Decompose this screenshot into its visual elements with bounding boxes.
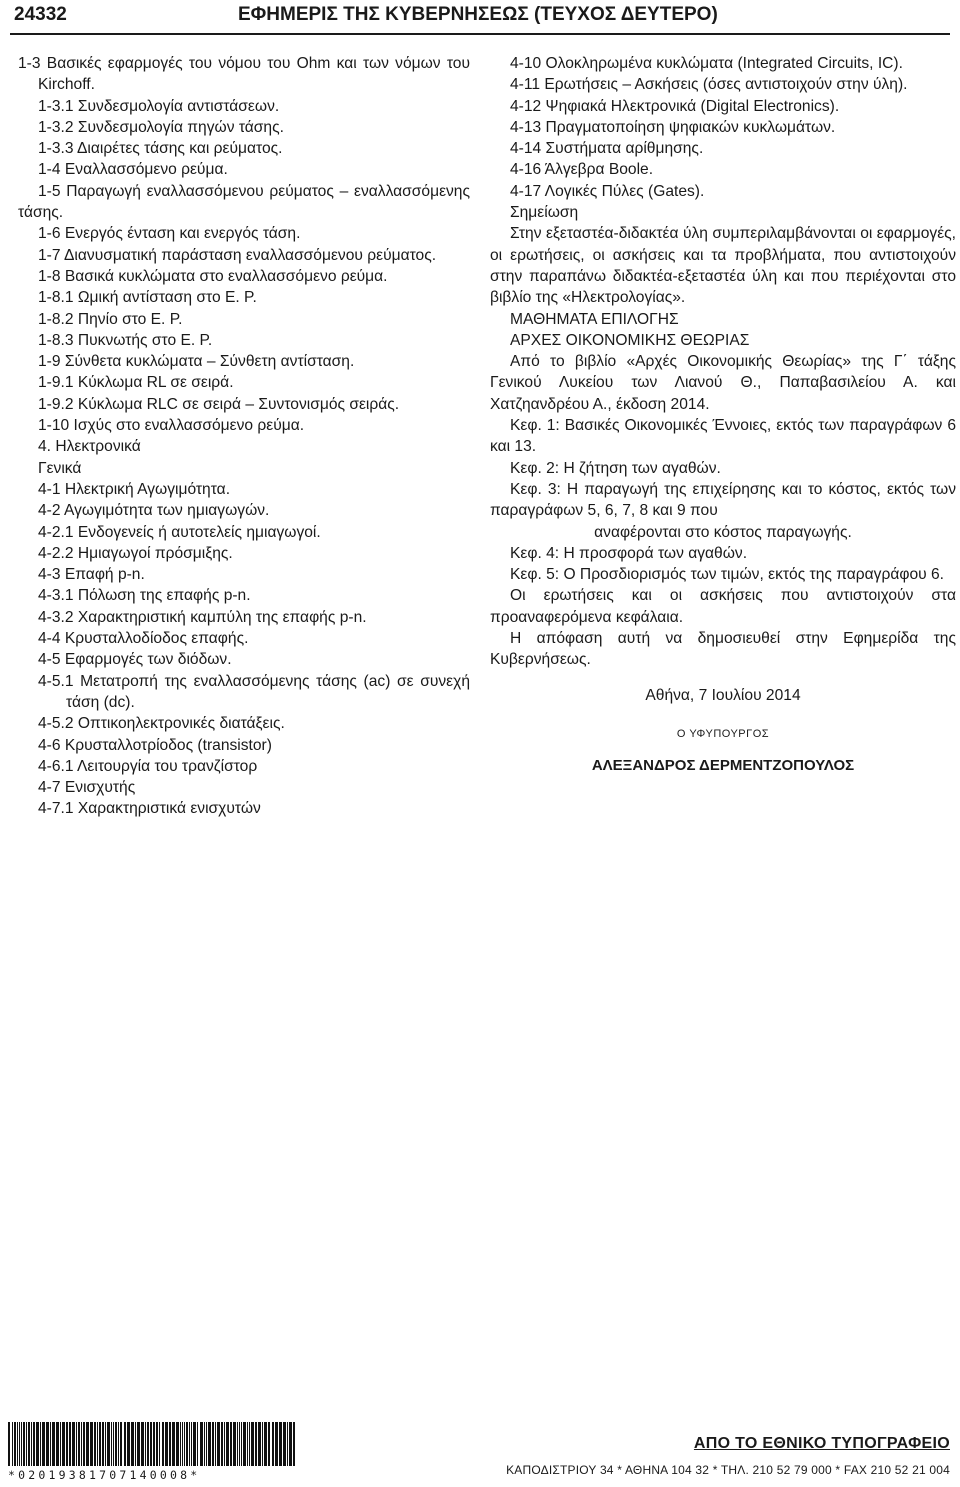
list-item: 4-11 Ερωτήσεις – Ασκήσεις (όσες αντιστοιχούν στην ύλη).: [510, 76, 908, 94]
barcode-bar: [159, 1422, 160, 1466]
barcode-bar: [189, 1422, 190, 1466]
barcode-bar: [52, 1422, 55, 1466]
left-column: [18, 53, 470, 820]
barcode-bar: [90, 1422, 93, 1466]
barcode-icon: [8, 1422, 296, 1466]
barcode-bar: [141, 1422, 144, 1466]
barcode-bar: [145, 1422, 146, 1466]
barcode-bar: [86, 1422, 89, 1466]
book-reference: Από το βιβλίο «Αρχές Οικονομικής Θεωρίας» της Γ΄ τάξης Γενικού Λυκείου των Λιανού Θ., Παπαβασιλείου Α. και Χατζηανδρέου Α., έκδοση 2014.: [490, 353, 956, 413]
spacer: [490, 671, 956, 685]
barcode-bar: [221, 1422, 223, 1466]
list-item: 1-3.2 Συνδεσμολογία πηγών τάσης.: [38, 118, 284, 136]
barcode-bar: [72, 1422, 75, 1466]
barcode-bar: [272, 1422, 274, 1466]
barcode-bar: [172, 1422, 175, 1466]
barcode-bar: [233, 1422, 236, 1466]
chapter-item: Κεφ. 5: Ο Προσδιορισμός των τιμών, εκτός της παραγράφου 6.: [510, 566, 945, 584]
list-item: 4-3 Επαφή p-n.: [38, 566, 145, 584]
barcode-bar: [283, 1422, 286, 1466]
list-item: 4-5.2 Οπτικοηλεκτρονικές διατάξεις.: [38, 715, 285, 733]
chapter-item: Κεφ. 2: Η ζήτηση των αγαθών.: [510, 459, 721, 477]
barcode-bar: [135, 1422, 136, 1466]
barcode-bar: [169, 1422, 171, 1466]
barcode-bar: [69, 1422, 71, 1466]
barcode-bar: [239, 1422, 240, 1466]
header-divider: [10, 33, 950, 35]
barcode-bar: [258, 1422, 261, 1466]
barcode-bar: [14, 1422, 16, 1466]
barcode-bar: [212, 1422, 214, 1466]
barcode-bar: [60, 1422, 61, 1466]
barcode-bar: [8, 1422, 10, 1466]
barcode-bar: [268, 1422, 270, 1466]
list-item: 4-6 Κρυσταλλοτρίοδος (transistor): [38, 736, 272, 754]
barcode-bar: [50, 1422, 51, 1466]
barcode-bar: [31, 1422, 32, 1466]
list-item: 4-1 Ηλεκτρική Αγωγιμότητα.: [38, 480, 231, 498]
list-item: 1-6 Ενεργός ένταση και ενεργός τάση.: [38, 225, 301, 243]
chapter-item-continuation: αναφέρονται στο κόστος παραγωγής.: [594, 523, 852, 541]
barcode-bar: [165, 1422, 168, 1466]
printer-address: ΚΑΠΟΔΙΣΤΡΙΟΥ 34 * ΑΘΗΝΑ 104 32 * ΤΗΛ. 210 52 79 000 * FAX 210 52 21 004: [506, 1463, 950, 1477]
list-item: 4-4 Κρυσταλλοδίοδος επαφής.: [38, 630, 249, 648]
barcode-bar: [46, 1422, 49, 1466]
section-heading: ΜΑΘΗΜΑΤΑ ΕΠΙΛΟΓΗΣ: [510, 310, 679, 328]
publication-order: Η απόφαση αυτή να δημοσιευθεί στην Εφημερίδα της Κυβερνήσεως.: [490, 630, 956, 669]
barcode-bar: [279, 1422, 282, 1466]
barcode-bar: [255, 1422, 257, 1466]
barcode-bar: [191, 1422, 192, 1466]
barcode-bar: [264, 1422, 267, 1466]
list-item: 4-7 Ενισχυτής: [38, 779, 136, 797]
list-item: 4-5.1 Μετατροπή της εναλλασσόμενης τάσης (ac) σε συνεχή τάση (dc).: [38, 672, 470, 711]
barcode-bar: [153, 1422, 155, 1466]
gazette-title: ΕΦΗΜΕΡΙΣ ΤΗΣ ΚΥΒΕΡΝΗΣΕΩΣ (ΤΕΥΧΟΣ ΔΕΥΤΕΡΟ): [238, 4, 718, 25]
list-item: 4-12 Ψηφιακά Ηλεκτρονικά (Digital Electronics).: [510, 97, 840, 115]
barcode-bar: [182, 1422, 183, 1466]
barcode-bar: [200, 1422, 203, 1466]
barcode-bar: [289, 1422, 292, 1466]
note-heading: Σημείωση: [510, 204, 579, 222]
barcode-bar: [150, 1422, 152, 1466]
list-item: 1-3 Βασικές εφαρμογές του νόμου του Ohm και των νόμων του Kirchoff.: [18, 55, 470, 94]
list-item: 1-9.2 Κύκλωμα RLC σε σειρά – Συντονισμός σειράς.: [38, 395, 400, 413]
barcode-bar: [81, 1422, 82, 1466]
list-item: 1-8.1 Ωμική αντίσταση στο Ε. Ρ.: [38, 289, 257, 307]
barcode-bar: [224, 1422, 225, 1466]
barcode-bar: [247, 1422, 248, 1466]
barcode-bar: [120, 1422, 122, 1466]
list-item: 1-8 Βασικά κυκλώματα στο εναλλασσόμενο ρεύμα.: [38, 267, 388, 285]
barcode: [8, 1422, 298, 1484]
barcode-bar: [204, 1422, 205, 1466]
barcode-bar: [262, 1422, 263, 1466]
minister-name: ΑΛΕΞΑΝΔΡΟΣ ΔΕΡΜΕΝΤΖΟΠΟΥΛΟΣ: [591, 757, 855, 775]
barcode-bar: [28, 1422, 30, 1466]
barcode-bar: [184, 1422, 185, 1466]
list-item: 4-2.2 Ημιαγωγοί πρόσμιξης.: [38, 544, 233, 562]
barcode-bar: [78, 1422, 80, 1466]
barcode-bar: [115, 1422, 117, 1466]
barcode-bar: [137, 1422, 140, 1466]
barcode-bar: [243, 1422, 246, 1466]
barcode-bar: [118, 1422, 119, 1466]
barcode-bar: [241, 1422, 242, 1466]
barcode-bar: [94, 1422, 96, 1466]
barcode-bar: [56, 1422, 59, 1466]
list-item: 4-17 Λογικές Πύλες (Gates).: [510, 182, 705, 200]
chapter-item: Κεφ. 1: Βασικές Οικονομικές Έννοιες, εκτός των παραγράφων 6 και 13.: [490, 417, 956, 456]
right-column: [490, 53, 956, 777]
section-heading: 4. Ηλεκτρονικά: [38, 438, 141, 456]
barcode-bar: [180, 1422, 181, 1466]
barcode-bar: [33, 1422, 35, 1466]
page-header: [10, 4, 950, 28]
barcode-bar: [62, 1422, 65, 1466]
barcode-bar: [237, 1422, 238, 1466]
list-item: 4-2.1 Ενδογενείς ή αυτοτελείς ημιαγωγοί.: [38, 523, 321, 541]
barcode-bar: [127, 1422, 130, 1466]
printer-name: ΑΠΟ ΤΟ ΕΘΝΙΚΟ ΤΥΠΟΓΡΑΦΕΙΟ: [693, 1435, 950, 1452]
list-item: 4-6.1 Λειτουργία του τρανζίστορ: [38, 757, 258, 775]
barcode-bar: [275, 1422, 278, 1466]
barcode-bar: [66, 1422, 68, 1466]
barcode-bar: [12, 1422, 13, 1466]
barcode-bar: [105, 1422, 106, 1466]
barcode-bar: [287, 1422, 288, 1466]
list-item: 4-10 Ολοκληρωμένα κυκλώματα (Integrated Circuits, IC).: [510, 55, 903, 72]
list-item: 1-8.2 Πηνίο στο Ε. Ρ.: [38, 310, 183, 328]
barcode-bar: [156, 1422, 158, 1466]
barcode-bar: [36, 1422, 39, 1466]
barcode-bar: [40, 1422, 41, 1466]
list-item: 4-13 Πραγματοποίηση ψηφιακών κυκλωμάτων.: [510, 118, 836, 136]
barcode-bar: [226, 1422, 229, 1466]
barcode-bar: [249, 1422, 250, 1466]
page-number: 24332: [14, 4, 67, 25]
list-item: 4-7.1 Χαρακτηριστικά ενισχυτών: [38, 800, 261, 818]
list-item: 1-4 Εναλλασσόμενο ρεύμα.: [38, 161, 228, 179]
barcode-bar: [193, 1422, 196, 1466]
barcode-bar: [251, 1422, 254, 1466]
barcode-bar: [102, 1422, 104, 1466]
chapter-item: Κεφ. 3: Η παραγωγή της επιχείρησης και το κόστος, εκτός των παραγράφων 5, 6, 7, 8 και 9 που: [490, 480, 956, 520]
chapter-item: Κεφ. 4: Η προσφορά των αγαθών.: [510, 544, 748, 562]
barcode-bar: [230, 1422, 232, 1466]
barcode-bar: [206, 1422, 207, 1466]
barcode-bar: [76, 1422, 77, 1466]
course-title: ΑΡΧΕΣ ΟΙΚΟΝΟΜΙΚΗΣ ΘΕΩΡΙΑΣ: [510, 331, 750, 349]
list-item: 1-3.3 Διαιρέτες τάσης και ρεύματος.: [38, 140, 283, 158]
barcode-bar: [17, 1422, 18, 1466]
exercises-note: Οι ερωτήσεις και οι ασκήσεις που αντιστοιχούν στα προαναφερόμενα κεφάλαια.: [490, 587, 956, 626]
barcode-bar: [113, 1422, 114, 1466]
barcode-bar: [176, 1422, 179, 1466]
section-subheading: Γενικά: [38, 459, 82, 477]
barcode-bar: [19, 1422, 20, 1466]
list-item: 1-9 Σύνθετα κυκλώματα – Σύνθετη αντίσταση.: [38, 353, 355, 371]
place-date: Αθήνα, 7 Ιουλίου 2014: [645, 686, 801, 704]
barcode-bar: [97, 1422, 98, 1466]
barcode-bar: [83, 1422, 85, 1466]
barcode-bar: [124, 1422, 126, 1466]
barcode-bar: [26, 1422, 27, 1466]
list-item: 1-3.1 Συνδεσμολογία αντιστάσεων.: [38, 97, 280, 115]
note-text: Στην εξεταστέα-διδακτέα ύλη συμπεριλαμβάνονται οι εφαρμογές, οι ερωτήσεις, οι ασκήσεις και τα προβλήματα, που αντιστοιχούν στην παραπάνω διδακτέα-εξεταστέα ύλη και που περιέχονται στο βιβλίο της «Ηλεκτρολογίας».: [490, 225, 956, 307]
barcode-bar: [99, 1422, 101, 1466]
list-item: 4-14 Συστήματα αρίθμησης.: [510, 140, 704, 158]
barcode-bar: [42, 1422, 45, 1466]
list-item: 4-5 Εφαρμογές των διόδων.: [38, 651, 232, 669]
list-item: 1-8.3 Πυκνωτής στο Ε. Ρ.: [38, 331, 213, 349]
barcode-bar: [217, 1422, 220, 1466]
barcode-bar: [197, 1422, 198, 1466]
barcode-bar: [215, 1422, 216, 1466]
list-item: 4-3.1 Πόλωση της επαφής p-n.: [38, 587, 251, 605]
list-item: 4-2 Αγωγιμότητα των ημιαγωγών.: [38, 502, 270, 520]
barcode-bar: [293, 1422, 295, 1466]
barcode-number: *02019381707140008*: [8, 1468, 201, 1482]
list-item: 1-7 Διανυσματική παράσταση εναλλασσόμενου ρεύματος.: [38, 246, 437, 264]
barcode-bar: [186, 1422, 188, 1466]
barcode-bar: [111, 1422, 112, 1466]
list-item: 1-10 Ισχύς στο εναλλασσόμενο ρεύμα.: [38, 417, 305, 435]
barcode-bar: [162, 1422, 164, 1466]
minister-title: Ο ΥΦΥΠΟΥΡΓΟΣ: [676, 727, 770, 740]
barcode-bar: [107, 1422, 110, 1466]
list-item: 4-3.2 Χαρακτηριστική καμπύλη της επαφής p-n.: [38, 608, 367, 626]
list-item: 4-16 Άλγεβρα Boole.: [510, 161, 654, 179]
list-item: 1-9.1 Κύκλωμα RL σε σειρά.: [38, 374, 234, 392]
barcode-bar: [21, 1422, 22, 1466]
barcode-bar: [147, 1422, 149, 1466]
barcode-bar: [23, 1422, 25, 1466]
list-item: 1-5 Παραγωγή εναλλασσόμενου ρεύματος – εναλλασσόμενης τάσης.: [18, 182, 470, 222]
barcode-bar: [131, 1422, 134, 1466]
barcode-bar: [208, 1422, 211, 1466]
